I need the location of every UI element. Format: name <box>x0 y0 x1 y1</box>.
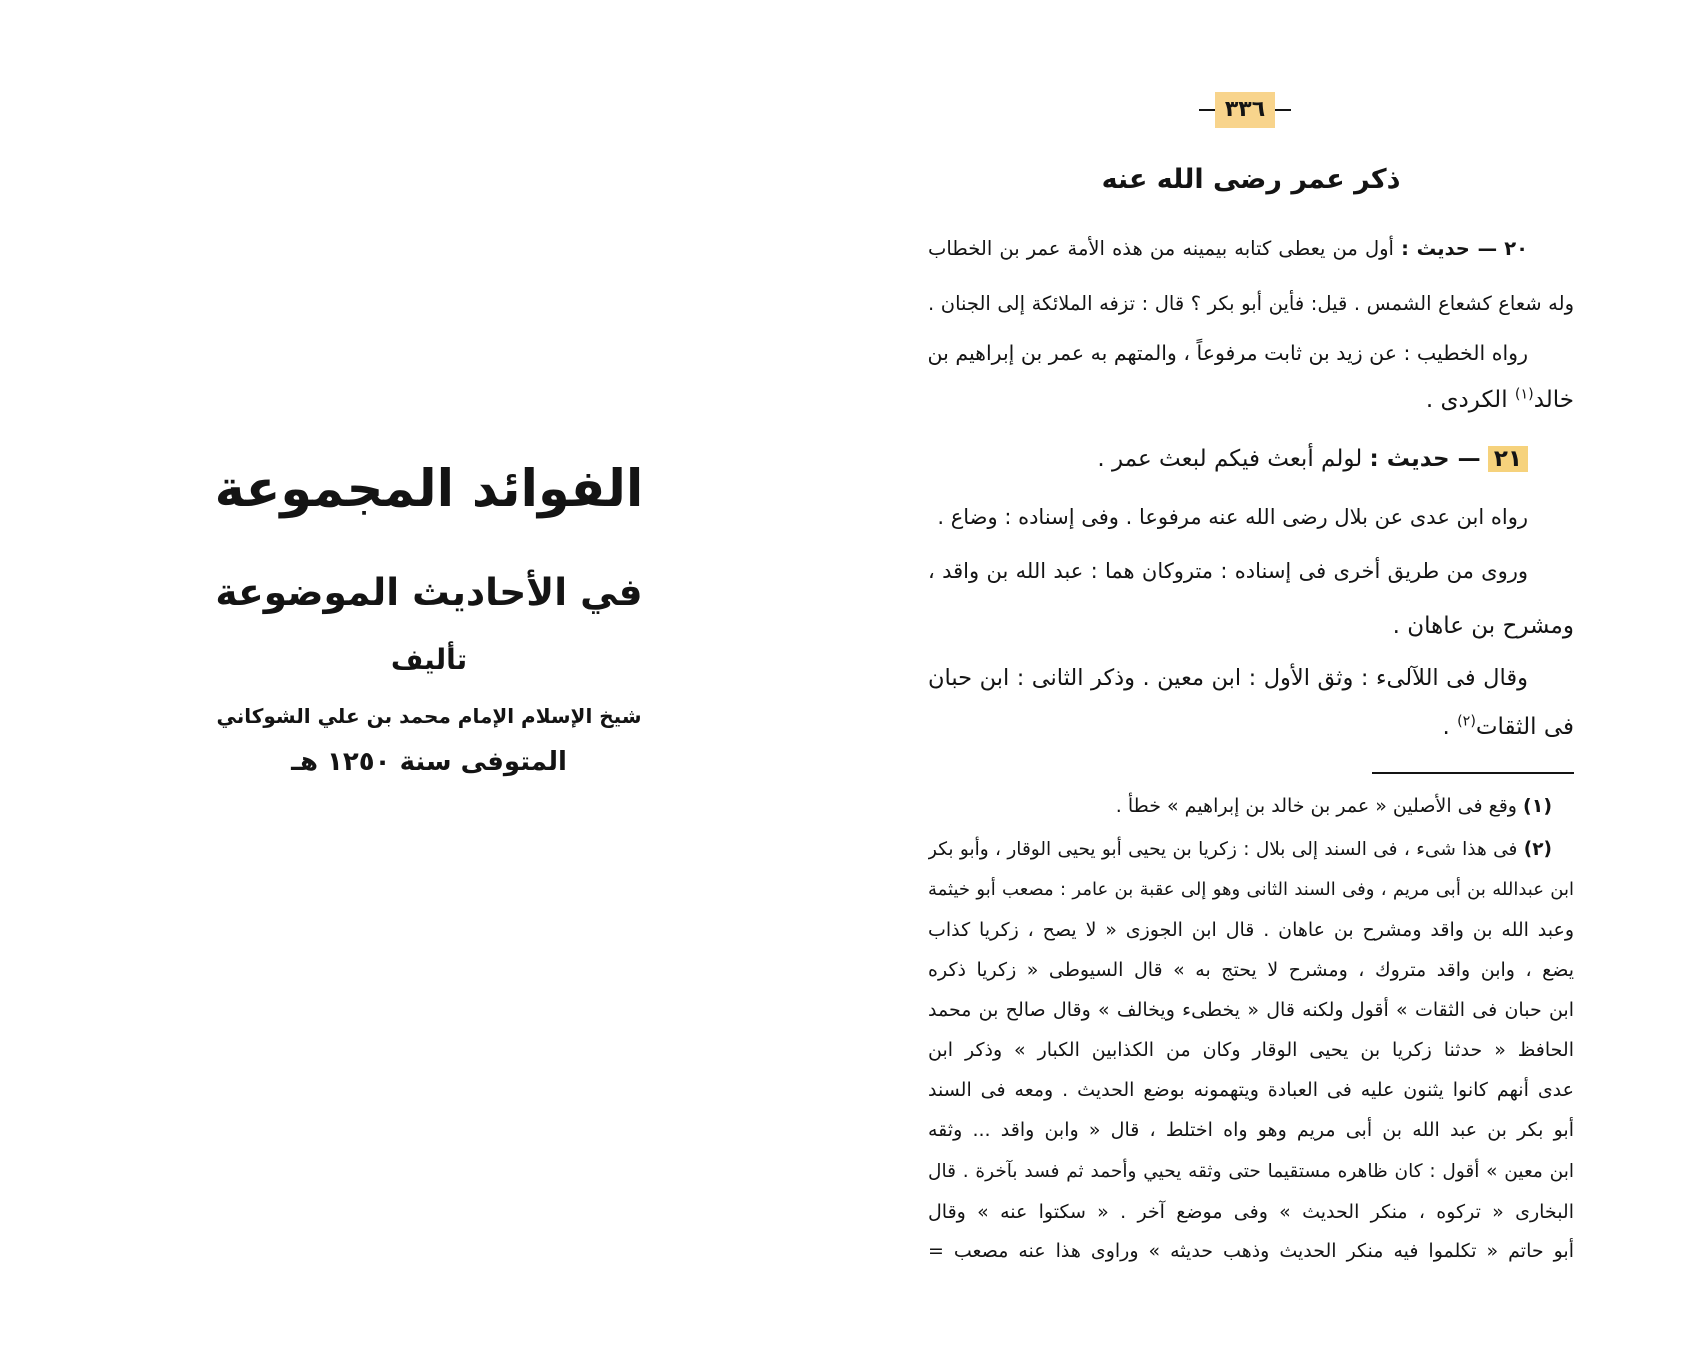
hadith-21-line-4: ومشرح بن عاهان . <box>1392 613 1574 639</box>
hadith-20-number: ٢٠ <box>1504 237 1529 260</box>
footnote-2-line-9: ابن معين » أقول : كان ظاهره مستقيما حتى وثقه يحيي وأحمد ثم فسد بآخرة . قال <box>928 1161 1574 1182</box>
footnote-2-text: فى هذا شىء ، فى السند إلى بلال : زكريا بن يحيى أبو يحيى الوقار ، وأبو بكر <box>928 839 1518 860</box>
footnote-2-line-11: أبو حاتم « تكلموا فيه منكر الحديث وذهب حديثه » وراوى هذا عنه مصعب = <box>928 1240 1574 1262</box>
hadith-20-line-3: رواه الخطيب : عن زيد بن ثابت مرفوعاً ، والمتهم به عمر بن إبراهيم بن <box>928 341 1528 365</box>
authorship-label: تأليف <box>390 643 468 676</box>
footnote-1-text: وقع فى الأصلين « عمر بن خالد بن إبراهيم » خطأ . <box>1115 795 1517 817</box>
footnote-2-line-7: عدى أنهم كانوا يثنون عليه فى العبادة ويتهمونه بوضع الحديث . ومعه فى السند <box>928 1079 1574 1101</box>
page-number-block <box>1185 92 1305 128</box>
footnote-2-line-8: أبو بكر بن عبد الله بن أبى مريم وهو واه اختلط ، قال « وابن واقد ... وثقه <box>928 1119 1574 1141</box>
section-heading: ذكر عمر رضى الله عنه <box>1101 164 1401 195</box>
footnote-2-marker: (٢) <box>1523 839 1552 860</box>
footnote-1-line-1 <box>928 789 1574 823</box>
book-title-line-1: الفوائد المجموعة <box>214 460 644 519</box>
hadith-21-line-5: وقال فى اللآلىء : وثق الأول : ابن معين . وذكر الثانى : ابن حبان <box>928 665 1528 691</box>
footnote-2-line-3: وعبد الله بن واقد ومشرح بن عاهان . قال ابن الجوزى « لا يصح ، زكريا كذاب <box>928 919 1574 941</box>
hadith-21-line-2: رواه ابن عدى عن بلال رضى الله عنه مرفوعا . وفى إسناده : وضاع . <box>937 505 1528 529</box>
hadith-20-line-4-text-b: الكردى . <box>1425 387 1508 413</box>
footnote-2-line-5: ابن حبان فى الثقات » أقول ولكنه قال « يخطىء ويخالف » وقال صالح بن محمد <box>928 999 1574 1021</box>
hadith-21-line-3: وروى من طريق أخرى فى إسناده : متروكان هما : عبد الله بن واقد ، <box>928 559 1528 583</box>
hadith-21-number: ٢١ <box>1488 446 1528 472</box>
page-number-left-dash <box>1199 109 1215 111</box>
footnote-2-line-6: الحافظ « حدثنا زكريا بن يحيى الوقار وكان من الكذابين الكبار » وذكر ابن <box>928 1039 1574 1061</box>
hadith-20-line-1 <box>928 229 1574 269</box>
hadith-21-line-6 <box>928 707 1574 747</box>
author-death-note: المتوفى سنة ١٢٥٠ هـ <box>291 747 567 777</box>
book-title-line-2: في الأحاديث الموضوعة <box>215 570 643 614</box>
footnote-2-line-1 <box>928 833 1574 867</box>
footnote-2-line-2: ابن عبدالله بن أبى مريم ، وفى السند الثانى وهو إلى عقبة بن عامر : مصعب أبو خيثمة <box>928 879 1574 900</box>
footnote-separator <box>1372 772 1574 774</box>
footnote-2-line-4: يضع ، وابن واقد متروك ، ومشرح لا يحتج به » قال السيوطى « زكريا ذكره <box>928 959 1574 981</box>
footnote-2-line-10: البخارى « تركوه ، منكر الحديث » وفى موضع آخر . « سكتوا عنه » وقال <box>928 1201 1574 1223</box>
page-number-right-dash <box>1275 109 1291 111</box>
author-name: شيخ الإسلام الإمام محمد بن علي الشوكاني <box>216 704 642 728</box>
hadith-21-line-6-text-a: فى الثقات <box>1475 714 1574 740</box>
hadith-20-line-2: وله شعاع كشعاع الشمس . قيل: فأين أبو بكر ؟ قال : تزفه الملائكة إلى الجنان . <box>928 292 1574 315</box>
hadith-20-label: — حديث : <box>1401 237 1498 260</box>
footnote-ref-1: (١) <box>1514 386 1534 403</box>
hadith-21-text: لولم أبعث فيكم لبعث عمر . <box>1097 446 1363 472</box>
footnote-1-marker: (١) <box>1523 795 1552 817</box>
hadith-21-label: — حديث : <box>1369 446 1481 472</box>
hadith-20-line-4 <box>928 380 1574 420</box>
footnote-ref-2: (٢) <box>1457 713 1476 730</box>
hadith-20-line-4-text-a: خالد <box>1533 387 1574 413</box>
hadith-21-line-1 <box>928 439 1574 479</box>
hadith-20-text: أول من يعطى كتابه بيمينه من هذه الأمة عمر بن الخطاب <box>928 237 1394 260</box>
hadith-21-line-6-text-b: . <box>1442 714 1450 740</box>
page-number: ٣٣٦ <box>1215 92 1275 128</box>
